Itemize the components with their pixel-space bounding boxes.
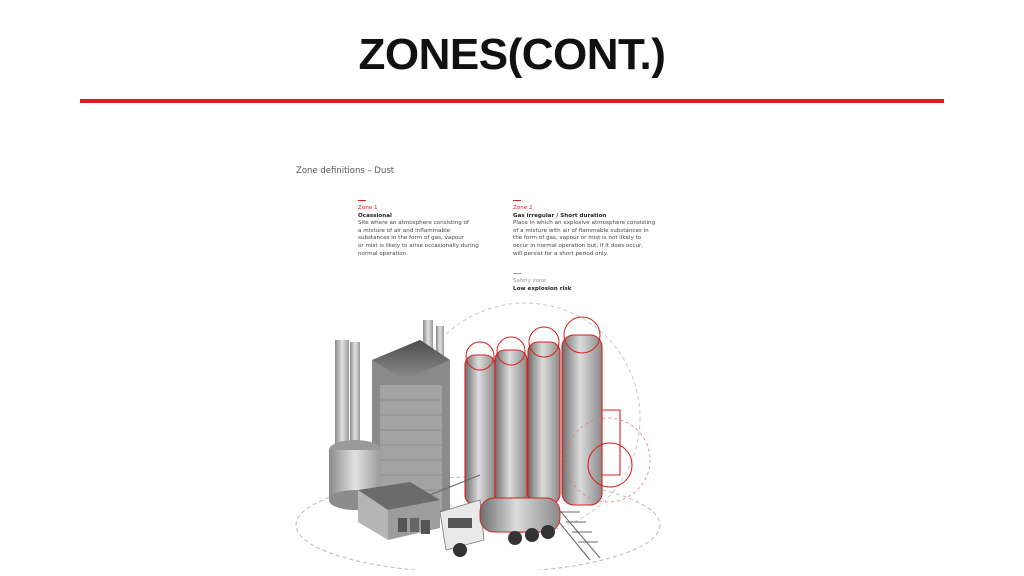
zone-2-marker <box>513 200 521 201</box>
zone-1-line: a mixture of air and inflammable <box>358 227 451 234</box>
industrial-plant-illustration <box>280 300 680 570</box>
zone-2-line: will persist for a short period only. <box>513 250 608 257</box>
figure-heading: Zone definitions – Dust <box>296 166 395 176</box>
zone-1-line: or mist is likely to arise occasionally during <box>358 242 479 249</box>
safety-zone-block <box>513 273 673 293</box>
title-divider <box>80 99 944 103</box>
zone-1-marker <box>358 200 366 201</box>
zone-1-label: Zone 1 <box>358 205 378 211</box>
safety-zone-label: Safety zone <box>513 278 547 284</box>
zone-1-block <box>358 200 508 258</box>
zone-1-line: normal operation. <box>358 250 409 257</box>
zone-2-line: the form of gas, vapour or mist is not likely to <box>513 235 642 242</box>
safety-zone-marker <box>513 273 521 274</box>
zone-1-subtitle: Ocassional <box>358 212 392 219</box>
safety-zone-subtitle: Low explosion risk <box>513 285 572 292</box>
zone-diagram-figure <box>280 150 680 570</box>
zone-2-subtitle: Gas irregular / Short duration <box>513 212 607 219</box>
slide-title: ZONES(CONT.) <box>358 30 666 79</box>
zone-1-line: Site where an atmosphere consisting of <box>358 220 470 227</box>
zone-2-label: Zone 2 <box>513 205 533 211</box>
tanker-truck <box>440 498 560 557</box>
zone-2-line: Place in which an explosive atmosphere consisting <box>513 220 656 227</box>
zone-2-line: occur in normal operation but, if it does occur, <box>513 242 644 249</box>
zone-1-line: substances in the form of gas, vapour <box>358 235 465 242</box>
silos <box>465 317 650 510</box>
zone-2-line: of a mixture with air of flammable substances in <box>513 227 649 234</box>
zone-2-block <box>513 200 673 258</box>
